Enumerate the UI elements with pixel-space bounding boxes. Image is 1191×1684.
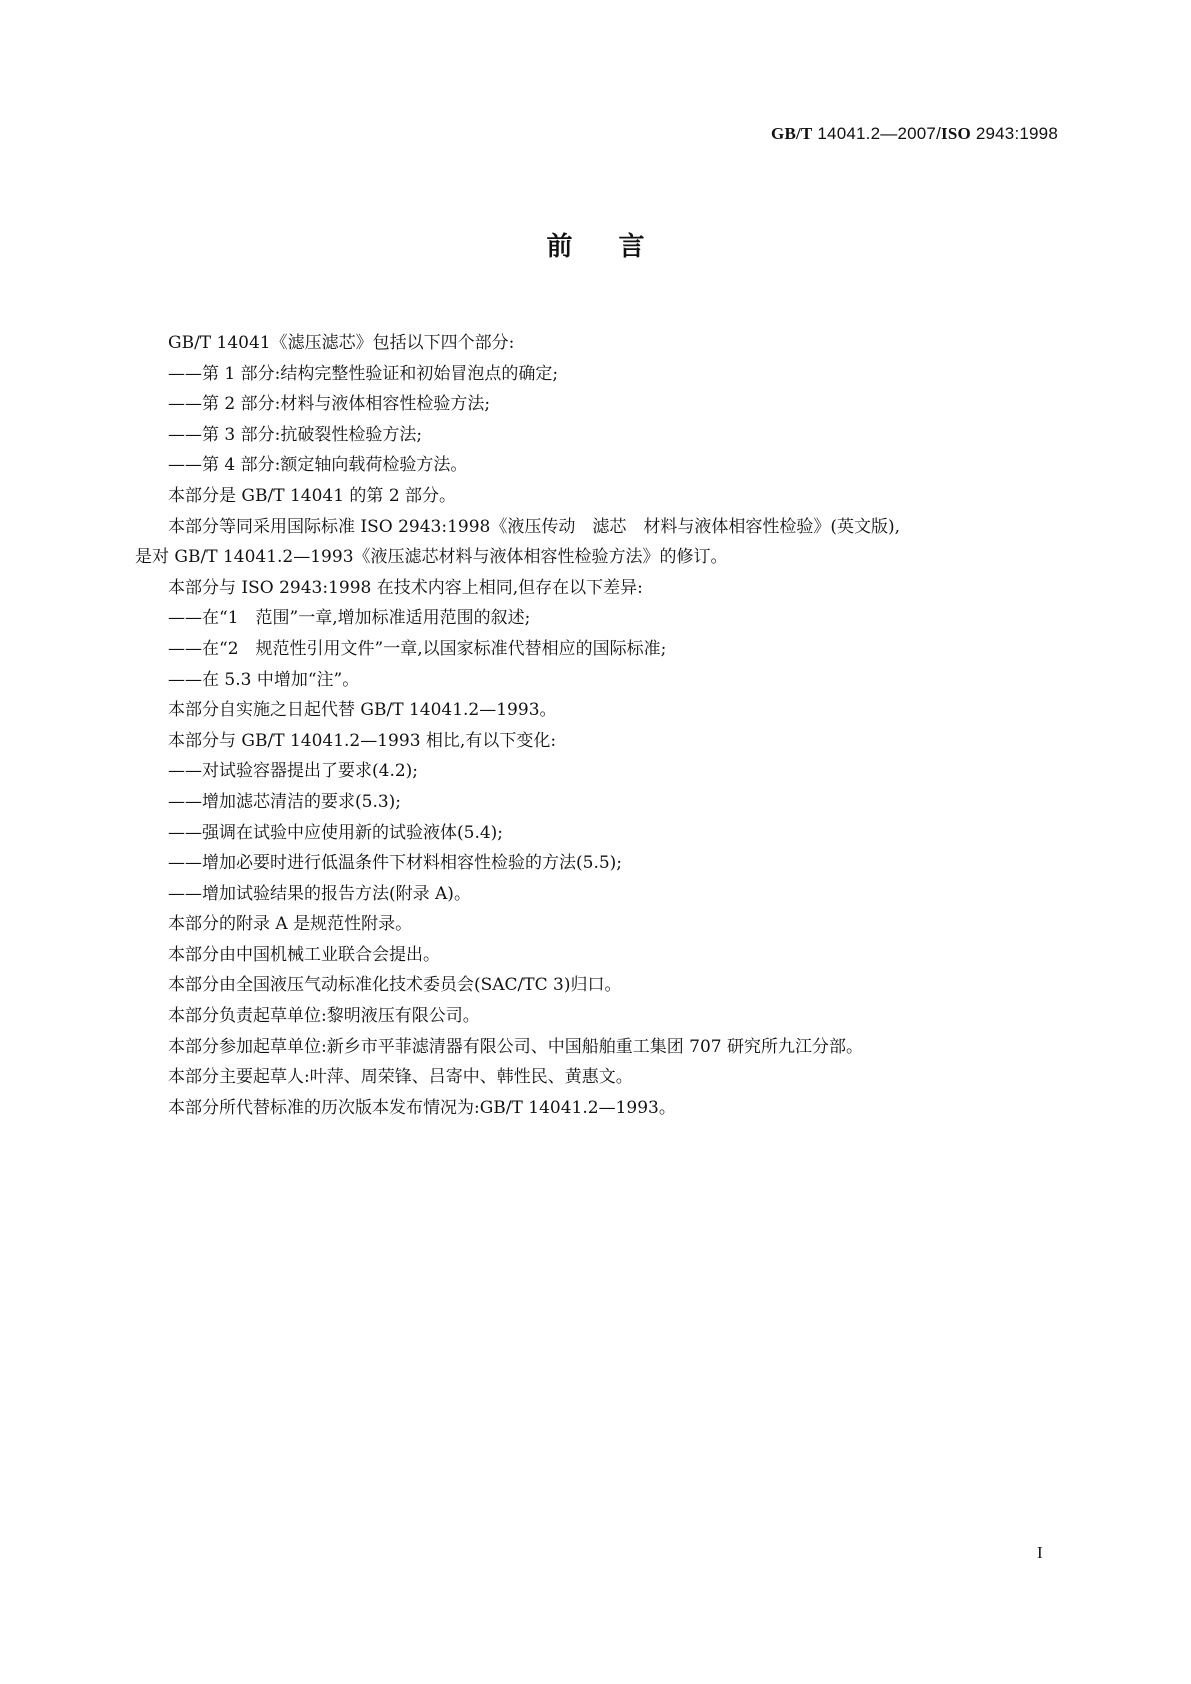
- paragraph-line: 本部分所代替标准的历次版本发布情况为:GB/T 14041.2—1993。: [168, 1097, 676, 1118]
- paragraph-line: 本部分主要起草人:叶萍、周荣锋、吕寄中、韩性民、黄惠文。: [168, 1067, 633, 1088]
- list-item: ——对试验容器提出了要求(4.2);: [168, 761, 419, 782]
- paragraph-line: 本部分由中国机械工业联合会提出。: [168, 944, 440, 965]
- list-item: ——第 3 部分:抗破裂性检验方法;: [168, 424, 423, 445]
- list-item: ——第 2 部分:材料与液体相容性检验方法;: [168, 394, 491, 415]
- paragraph-line: 本部分的附录 A 是规范性附录。: [168, 914, 413, 935]
- foreword-body: [135, 328, 1060, 1123]
- list-item: ——在“2 规范性引用文件”一章,以国家标准代替相应的国际标准;: [168, 638, 667, 659]
- list-item: ——在“1 范围”一章,增加标准适用范围的叙述;: [168, 608, 531, 629]
- paragraph-line: GB/T 14041《滤压滤芯》包括以下四个部分:: [168, 333, 515, 353]
- paragraph-line: 本部分与 GB/T 14041.2—1993 相比,有以下变化:: [168, 730, 557, 751]
- paragraph-line: 本部分由全国液压气动标准化技术委员会(SAC/TC 3)归口。: [168, 975, 622, 996]
- standard-code-header: [771, 124, 1058, 144]
- list-item: ——第 1 部分:结构完整性验证和初始冒泡点的确定;: [168, 363, 559, 384]
- paragraph-line: 本部分参加起草单位:新乡市平菲滤清器有限公司、中国船舶重工集团 707 研究所九江分部。: [168, 1036, 863, 1057]
- list-item: ——第 4 部分:额定轴向载荷检验方法。: [168, 455, 468, 476]
- page-title: 前言: [546, 232, 691, 262]
- list-item: ——增加试验结果的报告方法(附录 A)。: [168, 883, 471, 904]
- paragraph-line: 本部分是 GB/T 14041 的第 2 部分。: [168, 485, 457, 506]
- iso-prefix: ISO: [941, 124, 971, 143]
- paragraph-line: 本部分负责起草单位:黎明液压有限公司。: [168, 1006, 480, 1027]
- paragraph-line: 本部分与 ISO 2943:1998 在技术内容上相同,但存在以下差异:: [168, 577, 643, 598]
- iso-number: 2943:1998: [970, 124, 1058, 143]
- list-item: ——强调在试验中应使用新的试验液体(5.4);: [168, 822, 504, 843]
- list-item: ——增加滤芯清洁的要求(5.3);: [168, 791, 402, 812]
- page-number: I: [1037, 1543, 1043, 1562]
- paragraph-line: 是对 GB/T 14041.2—1993《液压滤芯材料与液体相容性检验方法》的修订。: [135, 547, 728, 568]
- standard-number: 14041.2—2007/: [812, 124, 941, 143]
- paragraph-line: 本部分等同采用国际标准 ISO 2943:1998《液压传动 滤芯 材料与液体相容性检验》(英文版),: [168, 516, 901, 537]
- standard-prefix: GB/T: [771, 124, 813, 143]
- paragraph-line: 本部分自实施之日起代替 GB/T 14041.2—1993。: [168, 700, 557, 721]
- list-item: ——增加必要时进行低温条件下材料相容性检验的方法(5.5);: [168, 853, 623, 874]
- list-item: ——在 5.3 中增加“注”。: [168, 669, 360, 690]
